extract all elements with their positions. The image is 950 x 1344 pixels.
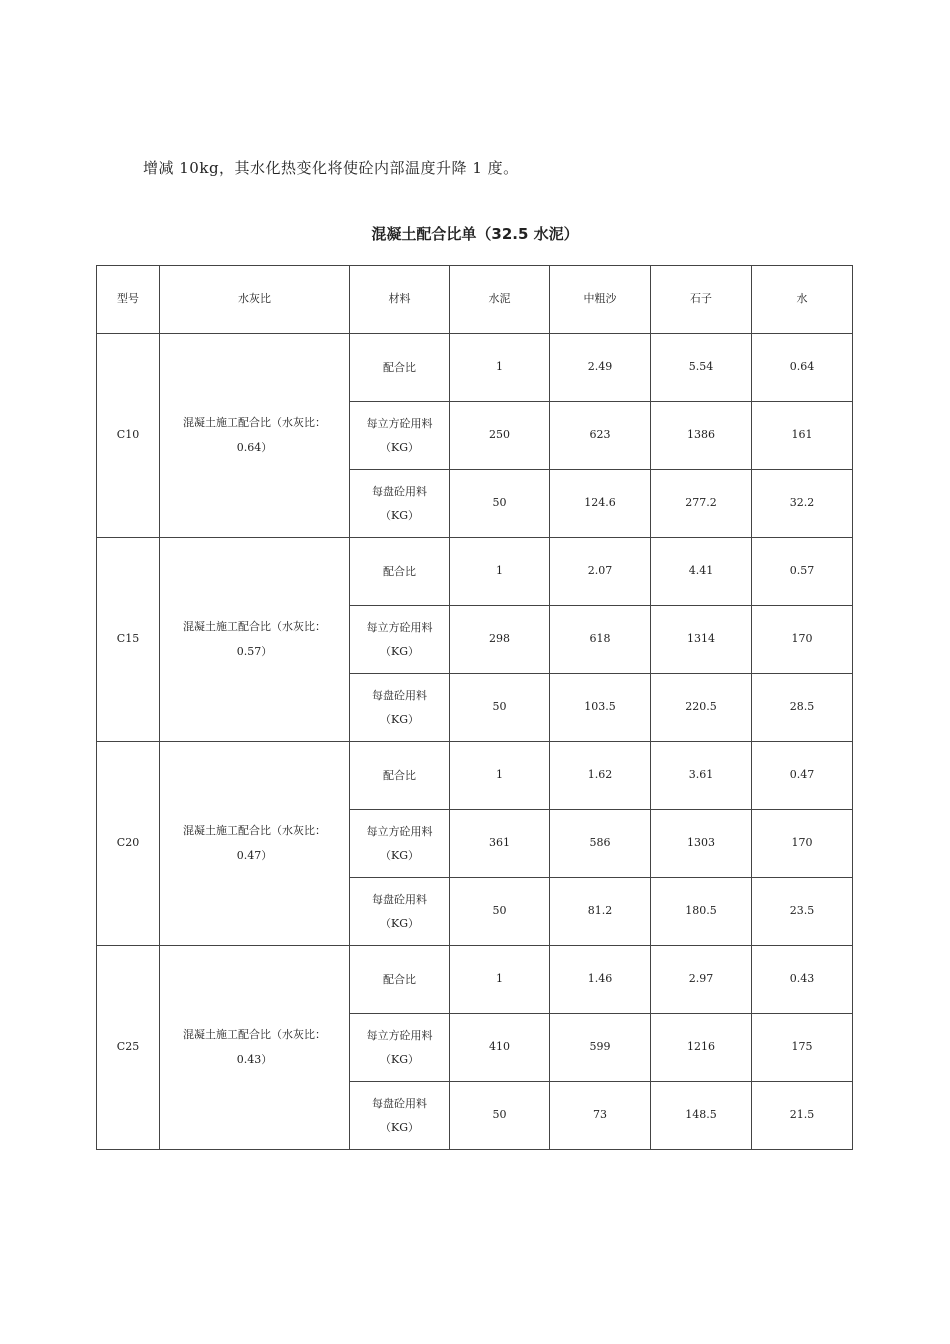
sand-value: 124.6 (550, 470, 651, 538)
water-value: 23.5 (752, 878, 853, 946)
wc-ratio-line2: 0.43） (236, 1052, 273, 1066)
table-row (97, 742, 853, 810)
wc-ratio-cell (160, 334, 350, 538)
material-unit: （KG） (379, 1052, 419, 1066)
cement-value: 250 (450, 402, 550, 470)
cement-value: 410 (450, 1014, 550, 1082)
header-type: 型号 (97, 266, 160, 334)
material-cell (350, 810, 450, 878)
material-unit: （KG） (379, 1120, 419, 1134)
material-cell (350, 606, 450, 674)
stone-value: 1216 (651, 1014, 752, 1082)
water-value: 21.5 (752, 1082, 853, 1150)
stone-value: 1314 (651, 606, 752, 674)
wc-ratio-cell (160, 742, 350, 946)
material-label: 配合比 (383, 564, 416, 578)
water-value: 175 (752, 1014, 853, 1082)
material-unit: （KG） (379, 916, 419, 930)
cement-value: 50 (450, 470, 550, 538)
stone-value: 148.5 (651, 1082, 752, 1150)
stone-value: 4.41 (651, 538, 752, 606)
wc-ratio-line1: 混凝土施工配合比（水灰比： (183, 620, 326, 634)
header-wc-ratio: 水灰比 (160, 266, 350, 334)
material-cell (350, 742, 450, 810)
material-cell (350, 878, 450, 946)
sand-value: 2.07 (550, 538, 651, 606)
water-value: 170 (752, 606, 853, 674)
cement-value: 1 (450, 334, 550, 402)
water-value: 28.5 (752, 674, 853, 742)
stone-value: 220.5 (651, 674, 752, 742)
cement-value: 298 (450, 606, 550, 674)
stone-value: 180.5 (651, 878, 752, 946)
material-label: 配合比 (383, 972, 416, 986)
header-cement: 水泥 (450, 266, 550, 334)
cement-value: 50 (450, 674, 550, 742)
material-cell (350, 946, 450, 1014)
material-unit: （KG） (379, 644, 419, 658)
sand-value: 2.49 (550, 334, 651, 402)
material-unit: （KG） (379, 712, 419, 726)
cement-value: 361 (450, 810, 550, 878)
material-unit: （KG） (379, 440, 419, 454)
material-cell (350, 1082, 450, 1150)
material-unit: （KG） (379, 848, 419, 862)
material-label: 每立方砼用料 (366, 1029, 433, 1043)
water-value: 0.43 (752, 946, 853, 1014)
material-cell (350, 538, 450, 606)
stone-value: 1303 (651, 810, 752, 878)
sand-value: 103.5 (550, 674, 651, 742)
sand-value: 73 (550, 1082, 651, 1150)
stone-value: 277.2 (651, 470, 752, 538)
material-label: 每立方砼用料 (366, 621, 433, 635)
wc-ratio-line1: 混凝土施工配合比（水灰比： (183, 1028, 326, 1042)
material-unit: （KG） (379, 508, 419, 522)
stone-value: 5.54 (651, 334, 752, 402)
sand-value: 599 (550, 1014, 651, 1082)
material-label: 每盘砼用料 (372, 893, 427, 907)
stone-value: 3.61 (651, 742, 752, 810)
water-value: 0.57 (752, 538, 853, 606)
mix-ratio-table (96, 265, 853, 1150)
sand-value: 623 (550, 402, 651, 470)
water-value: 170 (752, 810, 853, 878)
cement-value: 1 (450, 946, 550, 1014)
cement-value: 1 (450, 538, 550, 606)
table-row (97, 538, 853, 606)
material-label: 每立方砼用料 (366, 417, 433, 431)
material-cell (350, 470, 450, 538)
intro-paragraph: 增减 10kg，其水化热变化将使砼内部温度升降 1 度。 (143, 159, 519, 177)
header-water: 水 (752, 266, 853, 334)
cement-value: 50 (450, 878, 550, 946)
wc-ratio-line1: 混凝土施工配合比（水灰比： (183, 416, 326, 430)
water-value: 32.2 (752, 470, 853, 538)
material-cell (350, 674, 450, 742)
wc-ratio-line1: 混凝土施工配合比（水灰比： (183, 824, 326, 838)
header-sand: 中粗沙 (550, 266, 651, 334)
water-value: 161 (752, 402, 853, 470)
cement-value: 1 (450, 742, 550, 810)
material-cell (350, 1014, 450, 1082)
table-row (97, 334, 853, 402)
wc-ratio-line2: 0.64） (236, 440, 273, 454)
wc-ratio-cell (160, 538, 350, 742)
grade-cell: C25 (97, 946, 160, 1150)
table-title: 混凝土配合比单（32.5 水泥） (371, 225, 579, 243)
water-value: 0.47 (752, 742, 853, 810)
header-row (97, 266, 853, 334)
header-stone: 石子 (651, 266, 752, 334)
material-label: 每盘砼用料 (372, 485, 427, 499)
material-label: 配合比 (383, 768, 416, 782)
table-row (97, 946, 853, 1014)
material-label: 每盘砼用料 (372, 689, 427, 703)
sand-value: 586 (550, 810, 651, 878)
stone-value: 2.97 (651, 946, 752, 1014)
grade-cell: C20 (97, 742, 160, 946)
wc-ratio-line2: 0.47） (236, 848, 273, 862)
material-label: 配合比 (383, 360, 416, 374)
material-label: 每盘砼用料 (372, 1097, 427, 1111)
material-cell (350, 402, 450, 470)
water-value: 0.64 (752, 334, 853, 402)
wc-ratio-cell (160, 946, 350, 1150)
sand-value: 1.46 (550, 946, 651, 1014)
header-material: 材料 (350, 266, 450, 334)
wc-ratio-line2: 0.57） (236, 644, 273, 658)
sand-value: 618 (550, 606, 651, 674)
grade-cell: C15 (97, 538, 160, 742)
cement-value: 50 (450, 1082, 550, 1150)
grade-cell: C10 (97, 334, 160, 538)
stone-value: 1386 (651, 402, 752, 470)
material-cell (350, 334, 450, 402)
material-label: 每立方砼用料 (366, 825, 433, 839)
sand-value: 81.2 (550, 878, 651, 946)
sand-value: 1.62 (550, 742, 651, 810)
